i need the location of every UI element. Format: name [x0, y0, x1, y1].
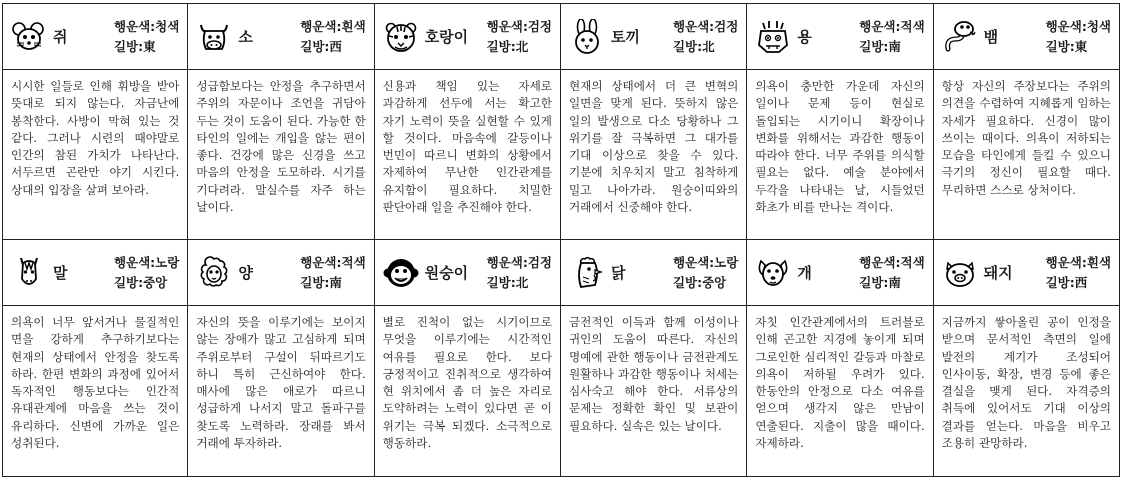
- fortune-text: 금전적인 이득과 함께 이성이나 귀인의 도움이 따른다. 자신의 명예에 관한 행동이나 금전관계도 원활하나 과감한 행동이나 처세는 심사숙고 해야 한다. 서류상의 문제는 정확한 확인 및 보관이 필요하다. 실속은 있는 날이다.: [568, 315, 739, 433]
- lucky-color: 행운색:적색: [859, 18, 925, 34]
- fortune-meta: [487, 253, 552, 293]
- lucky-color: 행운색:청색: [1045, 18, 1111, 34]
- zodiac-card-snake: [934, 3, 1120, 240]
- fortune-text: 자칫 인간관계에서의 트러블로 인해 곤고한 지경에 놓이게 되며 그로인한 심리적인 갈등과 마찰로 의욕이 저하될 우려가 있다. 한동안의 안정으로 다소 여유를 얻으며 생각지 않은 만남이 연출된다. 지출이 많을 때이다. 자제하라.: [755, 315, 925, 451]
- fortune-text: 자신의 뜻을 이루기에는 보이지 않는 장애가 많고 고심하게 되며 주위로부터 구설이 뒤따르기도 하니 특히 근신하여야 한다. 매사에 많은 애로가 따르니 성급하게 나서지 말고 돌파구를 찾도록 노력하라. 장래를 봐서 거래에 투자하라.: [196, 315, 366, 451]
- card-header: [188, 240, 373, 306]
- zodiac-card-rooster: [561, 240, 747, 477]
- lucky-direction: 길방:北: [486, 38, 529, 54]
- card-header: [561, 240, 746, 306]
- fortune-meta: [859, 17, 924, 57]
- zodiac-card-rabbit: [561, 3, 747, 240]
- zodiac-name: 원숭이: [424, 264, 469, 282]
- lucky-color: 행운색:흰색: [300, 18, 366, 34]
- lucky-color: 행운색:흰색: [1045, 254, 1111, 270]
- fortune-text: 신용과 책임 있는 자세로 과감하게 선두에 서는 확고한 자기 노력이 뜻을 실현할 수 있게 할 것이다. 마음속에 갈등이나 번민이 따르니 변화의 상황에서 자제하여 무난한 인간관계를 유지함이 필요하다. 치밀한 판단아래 일을 추진해야 한다.: [382, 79, 552, 215]
- rat-icon: [11, 19, 47, 55]
- zodiac-card-horse: [2, 240, 188, 477]
- zodiac-name: 돼지: [983, 264, 1013, 282]
- pig-icon: [942, 255, 978, 291]
- horoscope-grid: [2, 3, 1120, 477]
- horse-icon: [11, 255, 47, 291]
- lucky-direction: 길방:중앙: [672, 274, 727, 290]
- fortune-text: 의욕이 충만한 가운데 자신의 일이나 문제 등이 현실로 돌입되는 시기이니 확장이나 변화를 위해서는 과감한 행동이 따라야 한다. 너무 주위를 의식할 필요는 없다. 예술 분야에서 두각을 나타내는 날, 시들었던 화초가 비를 만나는 격이다.: [755, 79, 925, 215]
- fortune-meta: [487, 17, 552, 57]
- lucky-color: 행운색:적색: [300, 254, 366, 270]
- lucky-color: 행운색:검정: [672, 18, 739, 34]
- card-header: [375, 4, 560, 70]
- zodiac-name: 양: [238, 264, 253, 282]
- zodiac-name: 개: [797, 264, 812, 282]
- lucky-direction: 길방:西: [300, 38, 342, 54]
- fortune-meta: [859, 253, 924, 293]
- zodiac-name: 토끼: [610, 28, 640, 46]
- card-header: [3, 4, 187, 70]
- dragon-icon: [755, 19, 791, 55]
- zodiac-name: 쥐: [53, 28, 68, 46]
- lucky-direction: 길방:東: [113, 38, 156, 54]
- fortune-text: 의욕이 너무 앞서거나 물질적인 면을 강하게 추구하기보다는 현재의 상태에서 안정을 찾도록 하라. 한편 변화의 과정에 있어서 독자적인 행동보다는 인간적 유대관계에 마음을 쓰는 것이 유리하다. 신변에 가까운 일은 성취된다.: [11, 315, 180, 451]
- card-header: [747, 4, 932, 70]
- zodiac-card-ox: [188, 3, 374, 240]
- fortune-meta: [1046, 17, 1111, 57]
- lucky-color: 행운색:검정: [486, 254, 552, 270]
- fortune-text: 지금까지 쌓아올린 공이 인정을 받으며 문서적인 측면의 일에 발전의 계기가 조성되어 인사이동, 확장, 변경 등에 좋은 결실을 맺게 된다. 자격증의 취득에 있어서도 기대 이상의 결과를 얻는다. 마음을 비우고 조용히 관망하라.: [941, 315, 1111, 451]
- zodiac-name: 뱀: [983, 28, 999, 46]
- ox-icon: [196, 19, 232, 55]
- zodiac-card-tiger: [375, 3, 561, 240]
- fortune-text: 현재의 상태에서 더 큰 변혁의 일면을 맞게 된다. 뜻하지 않은 일의 발생으로 다소 당황하나 그 위기를 잘 극복하면 그 대가를 기대 이상으로 찾을 수 있다. 기분에 치우치지 말고 침착하게 밀고 나아가라. 원숭이띠와의 거래에서 신중해야 한다.: [568, 79, 739, 215]
- card-header: [188, 4, 373, 70]
- fortune-meta: [300, 253, 365, 293]
- dog-icon: [755, 255, 791, 291]
- lucky-color: 행운색:노랑: [113, 254, 180, 270]
- tiger-icon: [383, 19, 419, 55]
- zodiac-card-sheep: [188, 240, 374, 477]
- zodiac-name: 말: [53, 264, 68, 282]
- fortune-meta: [1046, 253, 1111, 293]
- zodiac-name: 닭: [610, 264, 626, 282]
- card-header: [934, 240, 1119, 306]
- sheep-icon: [196, 255, 232, 291]
- zodiac-card-dog: [747, 240, 933, 477]
- zodiac-card-dragon: [747, 3, 933, 240]
- zodiac-card-rat: [2, 3, 188, 240]
- lucky-direction: 길방:東: [1045, 38, 1088, 54]
- monkey-icon: [383, 255, 419, 291]
- card-header: [747, 240, 932, 306]
- card-header: [934, 4, 1119, 70]
- fortune-meta: [114, 17, 179, 57]
- zodiac-name: 호랑이: [424, 28, 469, 46]
- fortune-meta: [114, 253, 179, 293]
- zodiac-name: 소: [238, 28, 253, 46]
- fortune-text: 성급함보다는 안정을 추구하면서 주위의 자문이나 조언을 귀담아 두는 것이 도움이 된다. 가능한 한 타인의 일에는 개입을 않는 편이 좋다. 건강에 많은 신경을 쓰고 마음의 안정을 도모하라. 시기를 기다려라. 말실수를 자주 하는 날이다.: [196, 79, 366, 215]
- lucky-color: 행운색:적색: [859, 254, 925, 270]
- lucky-color: 행운색:청색: [113, 18, 180, 34]
- lucky-direction: 길방:중앙: [113, 274, 168, 290]
- lucky-color: 행운색:노랑: [672, 254, 739, 270]
- zodiac-card-pig: [934, 240, 1120, 477]
- fortune-text: 별로 진척이 없는 시기이므로 무엇을 이루기에는 시간적인 여유를 필요로 한다. 보다 긍정적이고 진취적으로 생각하여 현 위치에서 좀 더 높은 자리로 도약하려는 노력이 있다면 곧 이 위기는 극복 되겠다. 소극적으로 행동하라.: [382, 315, 552, 451]
- zodiac-name: 용: [797, 28, 812, 46]
- rooster-icon: [569, 255, 605, 291]
- lucky-direction: 길방:南: [859, 38, 901, 54]
- fortune-text: 시시한 일들로 인해 휘방을 받아 뜻대로 되지 않는다. 자금난에 봉착한다. 사방이 막혀 있는 것 같다. 그러나 시련의 때야말로 인간의 참된 가치가 나타난다. 서두르면 곤란만 야기 시킨다. 상대의 입장을 살펴 보아라.: [11, 79, 180, 197]
- lucky-color: 행운색:검정: [486, 18, 552, 34]
- card-header: [561, 4, 746, 70]
- card-header: [375, 240, 560, 306]
- fortune-meta: [673, 253, 738, 293]
- card-header: [3, 240, 187, 306]
- lucky-direction: 길방:南: [300, 274, 342, 290]
- lucky-direction: 길방:南: [859, 274, 901, 290]
- lucky-direction: 길방:西: [1045, 274, 1088, 290]
- fortune-text: 항상 자신의 주장보다는 주위의 의견을 수렴하여 지혜롭게 임하는 자세가 필요하다. 신경이 많이 쓰이는 때이다. 의욕이 저하되는 모습을 타인에게 들킬 수 있으니 극기의 정신이 필요할 때다. 무리하면 스스로 상처이다.: [941, 79, 1111, 197]
- fortune-meta: [673, 17, 738, 57]
- zodiac-card-monkey: [375, 240, 561, 477]
- rabbit-icon: [569, 19, 605, 55]
- snake-icon: [942, 19, 978, 55]
- fortune-meta: [300, 17, 365, 57]
- lucky-direction: 길방:北: [486, 274, 529, 290]
- lucky-direction: 길방:北: [672, 38, 715, 54]
